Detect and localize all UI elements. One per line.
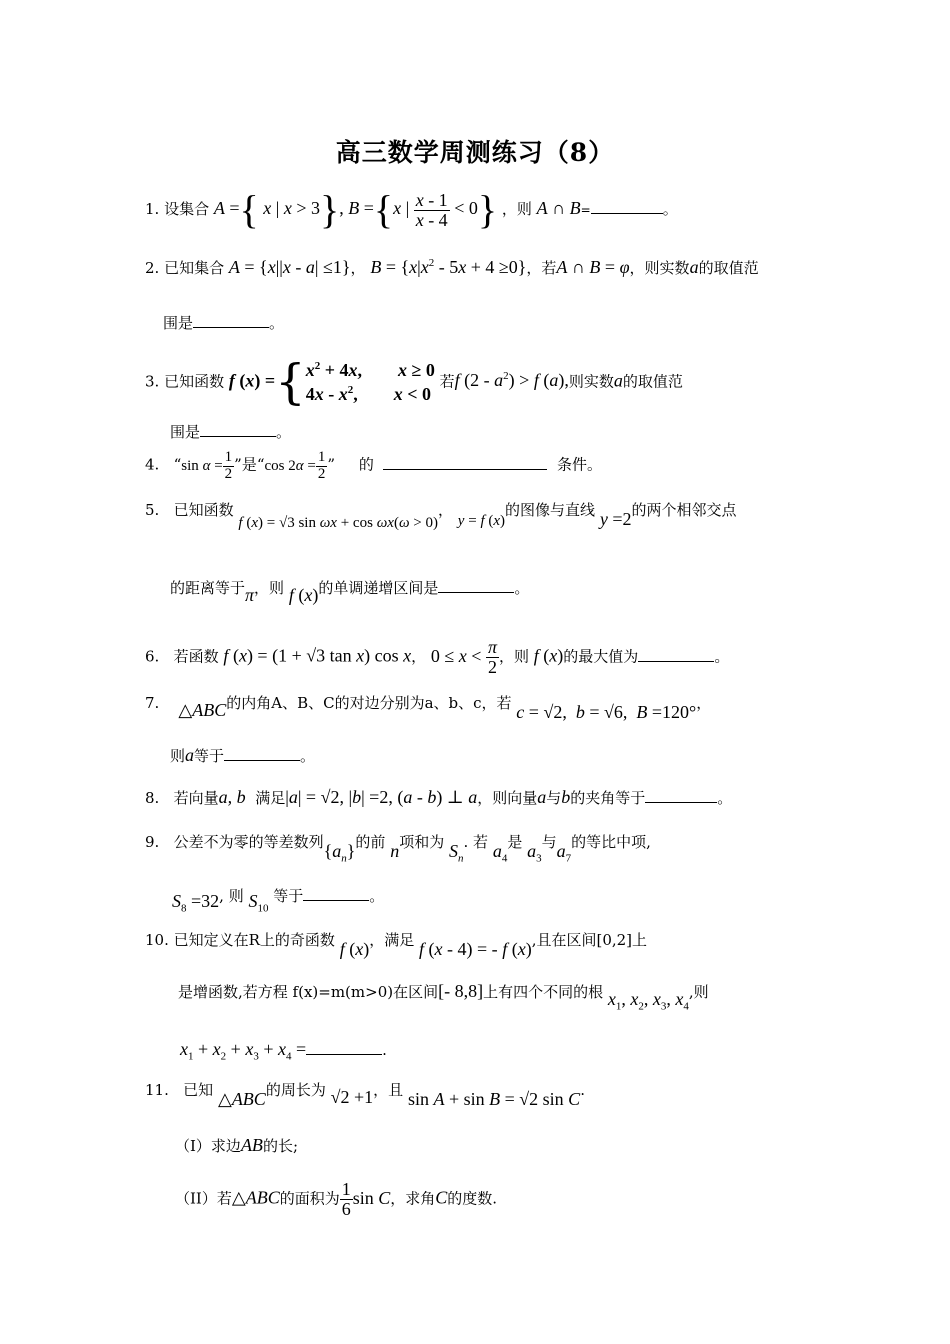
problem-2-cont: 围是 。	[163, 314, 285, 332]
problem-number: 11.	[145, 1081, 169, 1099]
piecewise-cases: $x^2 + 4x$, x ≥ 0 $4x - x^2$, x < 0	[305, 360, 435, 405]
problem-7-cont: 则a等于 。	[170, 745, 316, 765]
answer-blank[interactable]	[303, 900, 369, 901]
problem-number: 5.	[145, 501, 160, 519]
problem-number: 1.	[145, 200, 160, 219]
problem-8: 8. 若向量a, b 满足|a| = √2, |b| =2, (a - b) ⊥ a，则向量a与b的夹角等于 。	[145, 787, 733, 807]
problem-number: 9.	[145, 833, 160, 851]
answer-blank[interactable]	[383, 469, 547, 470]
problem-4: 4. “sin α = $\frac{1}{2}$ ”是“cos 2α = $\frac{1}{2}$ ” 的 条件。	[145, 449, 602, 482]
page-title: 高三数学周测练习（8）	[335, 138, 615, 167]
problem-number: 10.	[145, 931, 169, 949]
problem-5: 5. 已知函数 f (x) = √3 sin ωx + cos ωx(ω > 0)， y = f (x)的图像与直线 y =2的两个相邻交点	[145, 501, 737, 531]
answer-blank[interactable]	[638, 661, 714, 662]
answer-blank[interactable]	[645, 802, 717, 803]
problem-3: 3. 已知函数 f $(x) =\{x^2 + 4x$, x ≥ 0 $4x - x^2$, x < 0 若f $(2 - a^2) > f$ (a),则实数a的取值范	[145, 354, 683, 411]
problem-3-cont: 围是 。	[170, 423, 292, 441]
math-set-a: A ={ x | x > 3}, B ={x | $\frac{x - 1}{x - 4}$ < 0}	[213, 187, 498, 232]
problem-9: 9. 公差不为零的等差数列$\{a_n\}$的前 n项和为 $S_n$. 若 $a_4$是 $a_3$与$a_7$的等比中项,	[145, 833, 651, 865]
answer-blank[interactable]	[591, 213, 663, 214]
problem-10-cont2: $x_1 + x_2 + x_3 + x_4$ = .	[180, 1039, 387, 1063]
answer-blank[interactable]	[438, 592, 514, 593]
answer-blank[interactable]	[193, 327, 269, 328]
problem-number: 7.	[145, 694, 160, 712]
problem-11-part-2: （II）若△ABC的面积为 $\frac{1}{6}$ sin C，求角C的度数.	[175, 1179, 498, 1219]
answer-blank[interactable]	[200, 436, 276, 437]
problem-2: 2. 已知集合 A = {x||x - a| ≤1}， $B = \{x|x^2 - 5x + 4 \ge 0\}$，若A ∩ B = φ，则实数a的取值范	[145, 257, 759, 277]
answer-blank[interactable]	[224, 760, 300, 761]
problem-number: 2.	[145, 259, 160, 277]
problem-number: 3.	[145, 372, 160, 391]
problem-5-cont: 的距离等于π，则 f (x)的单调递增区间是 。	[170, 579, 530, 605]
answer-blank[interactable]	[306, 1054, 382, 1055]
problem-11: 11. 已知 △ABC的周长为 √2 +1，且 sin A + sin B = √2 sin C.	[145, 1081, 585, 1109]
problem-1: 1. 设集合 A ={ x | x > 3}, B ={x | $\frac{x - 1}{x - 4}$ < 0} ，则 A ∩ B= 。	[145, 187, 678, 232]
problem-9-cont: $S_8 =32$, 则 $S_{10}$ 等于 。	[172, 887, 385, 915]
problem-10: 10. 已知定义在R上的奇函数 f (x)，满足 f (x - 4) = - f (x),且在区间[0,2]上	[145, 931, 648, 959]
problem-number: 8.	[145, 789, 160, 807]
problem-11-part-1: （I）求边AB的长;	[175, 1135, 298, 1155]
problem-10-cont: 是增函数,若方程 f(x)=m(m>0)在区间[- 8,8]上有四个不同的根 $x_1$, $x_2$, $x_3$, $x_4$,则	[178, 981, 709, 1013]
problem-7: 7. △ABC的内角A、B、C的对边分别为a、b、c，若 c = √2, b = √6, B =120°，	[145, 694, 712, 722]
problem-number: 4.	[145, 455, 160, 474]
problem-number: 6.	[145, 647, 160, 666]
problem-6: 6. 若函数 f (x) = (1 + √3 tan x) cos x， 0 ≤ x < $\frac{\pi}{2}$ ，则 f (x)的最大值为 。	[145, 637, 730, 677]
